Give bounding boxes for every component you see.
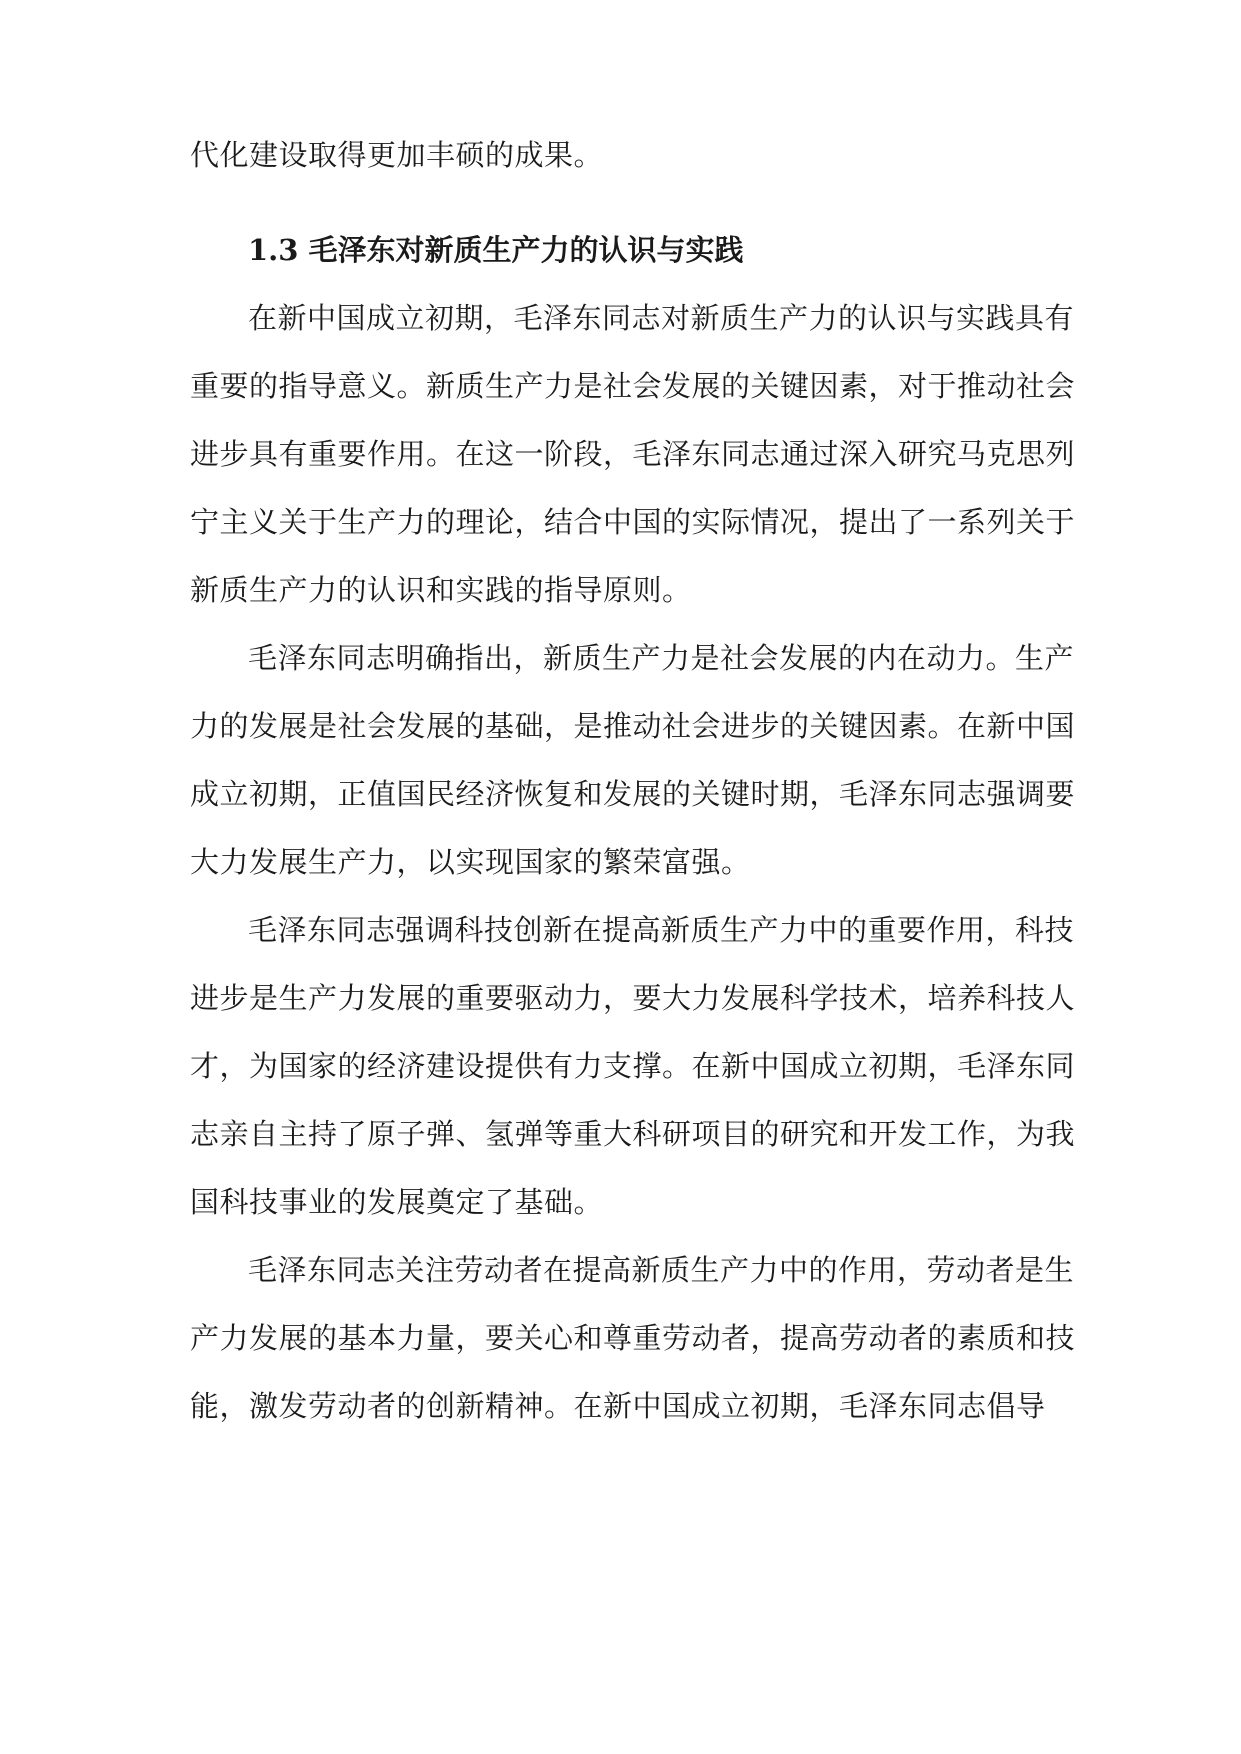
section-heading: 1.3 毛泽东对新质生产力的认识与实践 [248,233,744,267]
paragraph-line: 在新中国成立初期，毛泽东同志对新质生产力的认识与实践具有 [248,301,1075,335]
paragraph-line: 毛泽东同志强调科技创新在提高新质生产力中的重要作用，科技 [248,913,1075,947]
paragraph-line: 毛泽东同志关注劳动者在提高新质生产力中的作用，劳动者是生 [248,1253,1075,1287]
paragraph-line: 成立初期，正值国民经济恢复和发展的关键时期，毛泽东同志强调要 [190,777,1076,811]
paragraph-line: 进步具有重要作用。在这一阶段，毛泽东同志通过深入研究马克思列 [190,437,1076,471]
paragraph-line: 大力发展生产力，以实现国家的繁荣富强。 [190,845,751,879]
paragraph-line: 新质生产力的认识和实践的指导原则。 [190,573,692,607]
paragraph-line: 国科技事业的发展奠定了基础。 [190,1185,604,1219]
paragraph-line: 志亲自主持了原子弹、氢弹等重大科研项目的研究和开发工作，为我 [190,1117,1076,1151]
paragraph-line: 力的发展是社会发展的基础，是推动社会进步的关键因素。在新中国 [190,709,1076,743]
paragraph-line: 才，为国家的经济建设提供有力支撑。在新中国成立初期，毛泽东同 [190,1049,1076,1083]
paragraph-line: 毛泽东同志明确指出，新质生产力是社会发展的内在动力。生产 [248,641,1075,675]
paragraph-line: 进步是生产力发展的重要驱动力，要大力发展科学技术，培养科技人 [190,981,1076,1015]
paragraph-line: 代化建设取得更加丰硕的成果。 [190,138,604,172]
paragraph-line: 重要的指导意义。新质生产力是社会发展的关键因素，对于推动社会 [190,369,1076,403]
paragraph-line: 产力发展的基本力量，要关心和尊重劳动者，提高劳动者的素质和技 [190,1321,1076,1355]
paragraph-line: 能，激发劳动者的创新精神。在新中国成立初期，毛泽东同志倡导 [190,1389,1046,1423]
paragraph-line: 宁主义关于生产力的理论，结合中国的实际情况，提出了一系列关于 [190,505,1076,539]
